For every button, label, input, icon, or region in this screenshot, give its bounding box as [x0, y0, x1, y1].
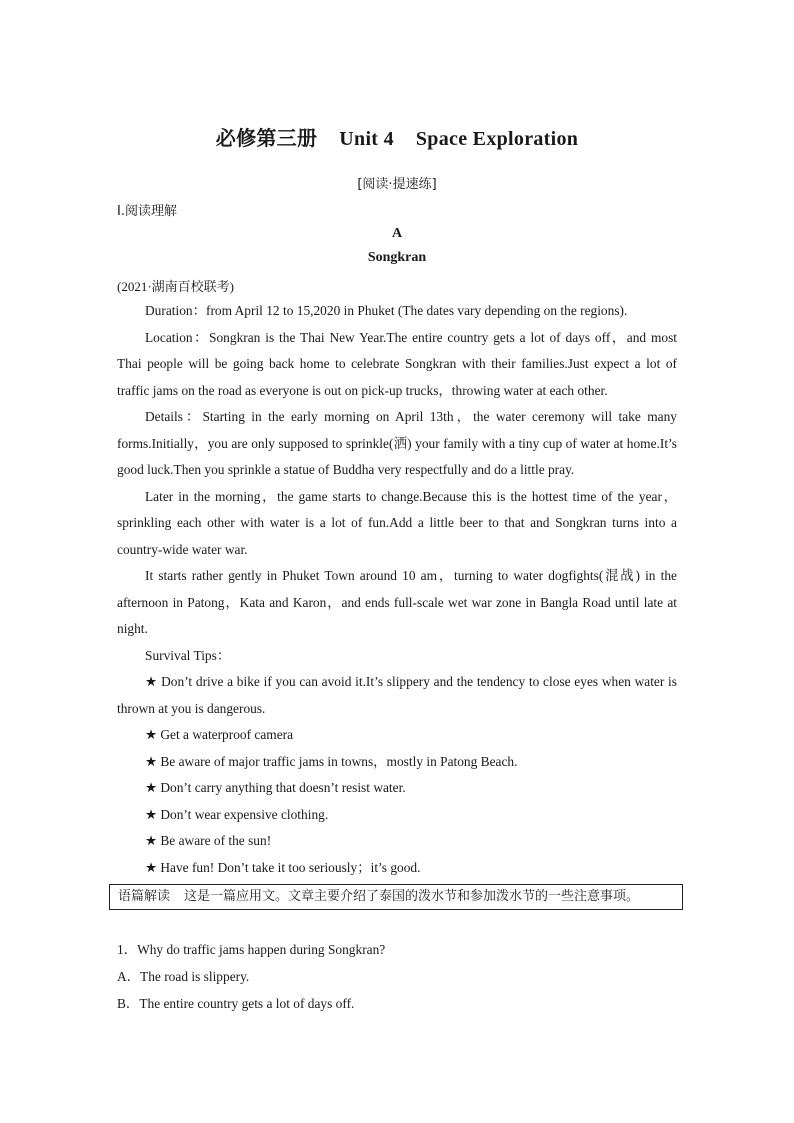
- tip-item: ★ Don’t drive a bike if you can avoid it.It’s slippery and the tendency to close eyes when water is thrown at you is dangerous.: [117, 674, 677, 716]
- section-heading: Ⅰ.阅读理解: [117, 204, 177, 219]
- unit-topic: Space Exploration: [415, 128, 579, 150]
- exercise-subtitle: [阅读·提速练]: [357, 177, 437, 192]
- page-title: [0, 122, 794, 151]
- option-b: B．The entire country gets a lot of days off.: [117, 996, 355, 1011]
- survival-tips-heading: Survival Tips：: [145, 647, 231, 663]
- tip-item: ★ Don’t wear expensive clothing.: [145, 806, 329, 822]
- paragraph-details: Details：Starting in the early morning on April 13th，the water ceremony will take many forms.Initially，you are only supposed to sprinkle(洒) your family with a tiny cup of water at home.It’s good luck.Then you sprinkle a statue of Buddha very respectfully and do a little pray.: [117, 409, 677, 477]
- paragraph-location: Location：Songkran is the Thai New Year.The entire country gets a lot of days off，and most Thai people will be going back home to celebrate Songkran with their families.Just expect a lot of traffic jams on the road as everyone is out on pick-up trucks，throwing water at each other.: [117, 329, 677, 398]
- tip-item: ★ Have fun! Don’t take it too seriously；it’s good.: [145, 859, 421, 875]
- book-name: 必修第三册: [215, 128, 318, 150]
- tip-item: ★ Get a waterproof camera: [145, 727, 294, 742]
- discourse-analysis-box: [109, 884, 683, 910]
- paragraph-later: Later in the morning，the game starts to change.Because this is the hottest time of the year，sprinkling each other with water is a lot of fun.Add a little beer to that and Songkran turns into a country-wide water war.: [117, 488, 677, 557]
- note-label: 语篇解读: [118, 889, 171, 904]
- option-a: A．The road is slippery.: [117, 969, 250, 984]
- tip-item: ★ Be aware of major traffic jams in towns，mostly in Patong Beach.: [145, 753, 518, 769]
- passage-letter: A: [391, 226, 403, 241]
- tip-item: ★ Be aware of the sun!: [145, 833, 272, 848]
- question-stem: 1．Why do traffic jams happen during Songkran?: [117, 942, 386, 957]
- tip-item: ★ Don’t carry anything that doesn’t resist water.: [145, 780, 406, 795]
- paragraph-phuket: It starts rather gently in Phuket Town around 10 am，turning to water dogfights(混战) in the afternoon in Patong，Kata and Karon，and ends full-scale wet war zone in Bangla Road until late at night.: [117, 568, 677, 636]
- passage-title: Songkran: [367, 250, 427, 265]
- note-text: 这是一篇应用文。文章主要介绍了泰国的泼水节和参加泼水节的一些注意事项。: [184, 889, 640, 904]
- paragraph-duration: Duration：from April 12 to 15,2020 in Phuket (The dates vary depending on the regions).: [145, 303, 628, 318]
- passage-source: (2021·湖南百校联考): [117, 279, 234, 294]
- unit-label: Unit 4: [339, 128, 394, 150]
- passage-body: [117, 298, 677, 881]
